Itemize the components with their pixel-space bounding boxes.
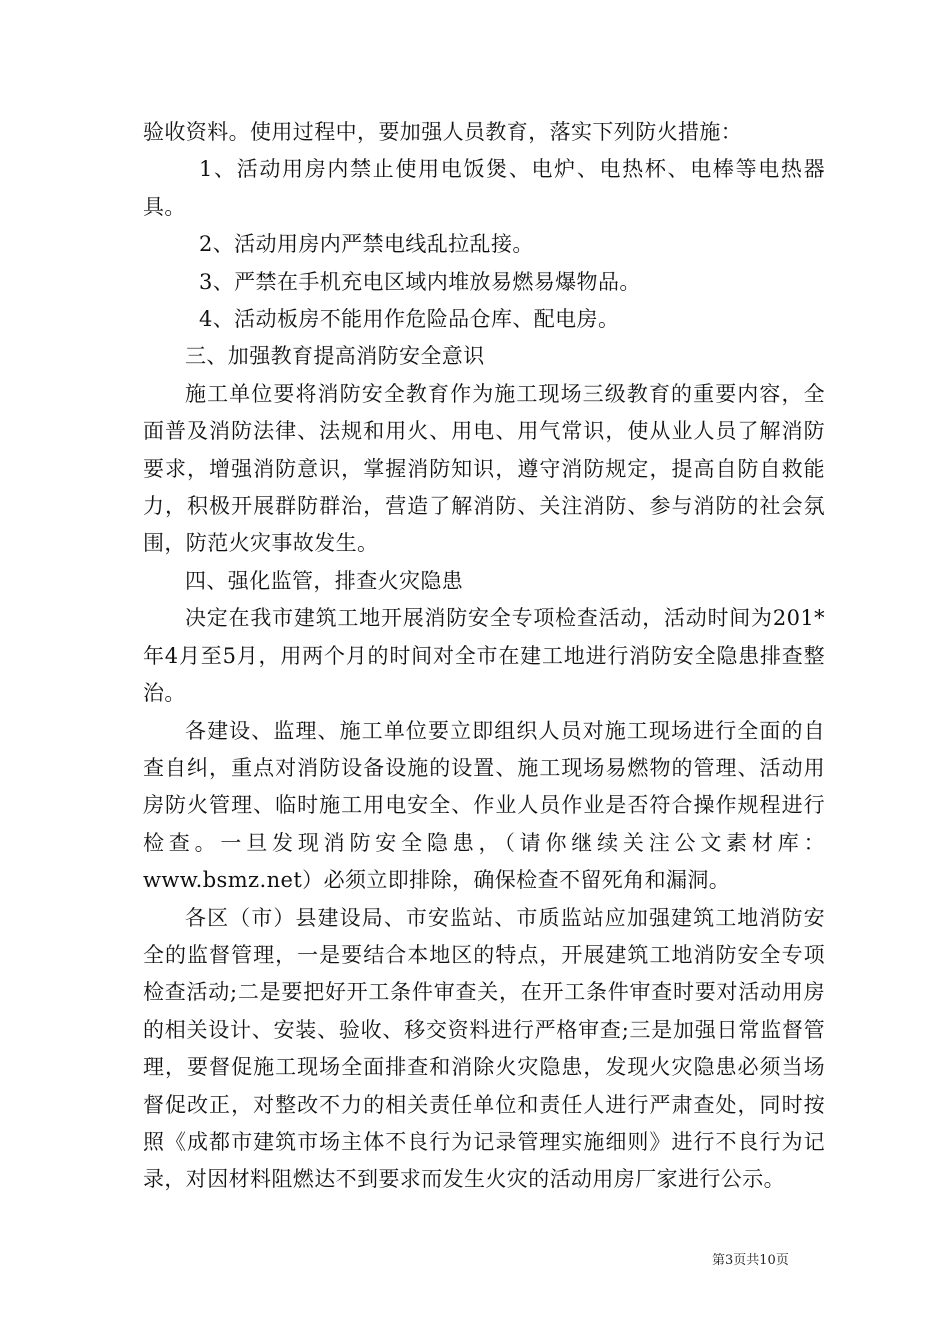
- list-item: 4、活动板房不能用作危险品仓库、配电房。: [199, 307, 620, 332]
- paragraph: 各建设、监理、施工单位要立即组织人员对施工现场进行全面的自查自纠，重点对消防设备设施的设置、施工现场易燃物的管理、活动用房防火管理、临时施工用电安全、作业人员作业是否符合操作规程进行检查。一旦发现消防安全隐患，（请你继续关注公文素材库：www.bsmz.net）必须立即排除，确保检查不留死角和漏洞。: [143, 718, 825, 893]
- list-item: 2、活动用房内严禁电线乱拉乱接。: [199, 232, 534, 257]
- page-number: 第3页共10页: [712, 1253, 789, 1268]
- paragraph: 决定在我市建筑工地开展消防安全专项检查活动，活动时间为201*年4月至5月，用两个月的时间对全市在建工地进行消防安全隐患排查整治。: [143, 606, 825, 706]
- paragraph: 验收资料。使用过程中，要加强人员教育，落实下列防火措施：: [143, 120, 743, 144]
- document-body: [143, 114, 825, 1199]
- section-heading: 四、强化监管，排查火灾隐患: [185, 568, 464, 593]
- list-item: 1、活动用房内禁止使用电饭煲、电炉、电热杯、电棒等电热器具。: [143, 157, 825, 219]
- paragraph: 各区（市）县建设局、市安监站、市质监站应加强建筑工地消防安全的监督管理，一是要结合本地区的特点，开展建筑工地消防安全专项检查活动;二是要把好开工条件审查关，在开工条件审查时要对活动用房的相关设计、安装、验收、移交资料进行严格审查;三是加强日常监督管理，要督促施工现场全面排查和消除火灾隐患，发现火灾隐患必须当场督促改正，对整改不力的相关责任单位和责任人进行严肃查处，同时按照《成都市建筑市场主体不良行为记录管理实施细则》进行不良行为记录，对因材料阻燃达不到要求而发生火灾的活动用房厂家进行公示。: [143, 905, 825, 1192]
- list-item: 3、严禁在手机充电区域内堆放易燃易爆物品。: [199, 269, 641, 294]
- paragraph: 施工单位要将消防安全教育作为施工现场三级教育的重要内容，全面普及消防法律、法规和用火、用电、用气常识，使从业人员了解消防要求，增强消防意识，掌握消防知识，遵守消防规定，提高自防自救能力，积极开展群防群治，营造了解消防、关注消防、参与消防的社会氛围，防范火灾事故发生。: [143, 381, 825, 556]
- section-heading: 三、加强教育提高消防安全意识: [185, 344, 485, 369]
